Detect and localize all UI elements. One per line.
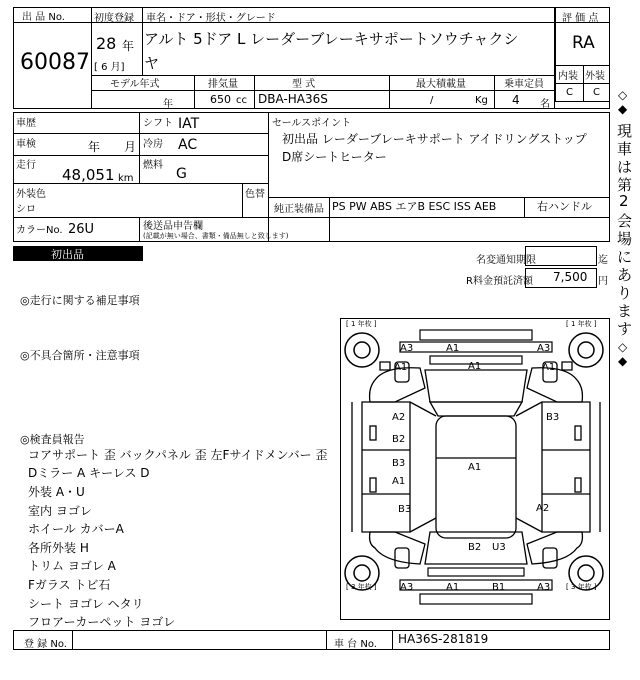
- side-banner-char: 現: [617, 122, 633, 140]
- mark-front-bumper-center: A1: [446, 343, 460, 354]
- side-banner-char: に: [617, 248, 633, 266]
- diagram-corner-label: [ 1 年枚 ]: [346, 320, 377, 328]
- tire-front-left: [345, 333, 379, 367]
- mark-rear-bumper-right: A3: [537, 582, 551, 593]
- sales-point-line2: D席シートヒーター: [282, 150, 387, 164]
- inspector-line: Fガラス トビ石: [28, 578, 111, 592]
- footer-table: [13, 630, 610, 650]
- after-delivery-note: (記載が無い場合、書類・備品無しと致します): [143, 232, 289, 240]
- inspector-line: フロアーカーペット ヨゴレ: [28, 615, 176, 629]
- sales-point-line1: 初出品 レーダーブレーキサポート アイドリングストップ: [282, 132, 587, 146]
- side-banner-char: 車: [617, 140, 633, 158]
- max-load-unit: Kg: [475, 95, 488, 106]
- driving-notes-title: ◎走行に関する補足事項: [20, 294, 140, 307]
- displacement-label: 排気量: [208, 79, 238, 90]
- inspection-year-unit: 年: [88, 140, 101, 154]
- defects-notes-title: ◎不具合箇所・注意事項: [20, 349, 140, 362]
- side-banner-char: り: [617, 284, 633, 302]
- mark-rear-bumper-left: A3: [400, 582, 414, 593]
- grade-value: RA: [572, 33, 595, 53]
- side-banner-char: は: [617, 158, 633, 176]
- recycle-fee-value: 7,500: [553, 270, 588, 284]
- mark-roof: A1: [468, 462, 482, 473]
- car-name-continued: ヤ: [144, 54, 160, 72]
- diagram-corner-label: [ 3 年枚 ]: [566, 583, 597, 591]
- mark-tailgate: B2: [468, 542, 482, 553]
- mileage-value: 48,051: [62, 166, 115, 184]
- inspector-line: シート ヨゴレ ヘタリ: [28, 597, 144, 611]
- shift-value: IAT: [178, 116, 200, 132]
- side-banner-char: 場: [617, 230, 633, 248]
- first-reg-label: 初度登録: [94, 13, 134, 24]
- mileage-unit: km: [118, 173, 134, 184]
- displacement-unit: cc: [236, 95, 247, 106]
- inspector-line: コアサポート 歪 バックパネル 歪 左Fサイドメンバー 歪: [28, 448, 328, 462]
- handle-value: 右ハンドル: [537, 200, 592, 213]
- model-code: DBA-HA36S: [258, 92, 328, 106]
- capacity-unit: 名: [540, 99, 550, 110]
- color-no-label: カラーNo.: [16, 225, 63, 236]
- name-change-label: 名変通知期限: [476, 255, 536, 266]
- displacement-value: 650: [210, 93, 231, 106]
- diagram-corner-label: [ 3 年枚 ]: [346, 583, 377, 591]
- chassis-no-value: HA36S-281819: [398, 632, 489, 646]
- model-year-unit: 年: [163, 99, 173, 110]
- max-load-separator: /: [430, 95, 434, 106]
- history-label: 車歴: [16, 118, 36, 129]
- side-banner-char: ◇: [618, 340, 628, 354]
- inspector-line: 室内 ヨゴレ: [28, 504, 92, 518]
- rear-bumper: [400, 568, 552, 604]
- car-damage-diagram: [340, 318, 610, 620]
- after-delivery-label: 後送品申告欄: [143, 221, 203, 232]
- color-change-label: 色替: [245, 189, 265, 200]
- inspector-line: 外装 A・U: [28, 485, 85, 499]
- first-reg-month: [ 6 月]: [94, 62, 125, 73]
- fuel-label: 燃料: [143, 160, 163, 171]
- color-no-value: 26U: [68, 222, 95, 237]
- mark-right-front-door: B3: [546, 412, 560, 423]
- mark-right-fender: A1: [542, 362, 556, 373]
- lot-number: 60087: [20, 50, 90, 75]
- mark-left-fender: A1: [394, 362, 408, 373]
- mark-front-bumper-left: A3: [400, 343, 414, 354]
- lot-number-label: 出 品 No.: [22, 12, 65, 23]
- mark-left-front-door: B2: [392, 434, 406, 445]
- side-banner-char: ◇: [618, 88, 628, 102]
- mileage-label: 走行: [16, 160, 36, 171]
- chassis-no-label: 車 台 No.: [334, 639, 377, 650]
- side-banner-char: ◆: [618, 354, 628, 368]
- first-reg-year: 28: [96, 34, 117, 53]
- equipment-value: PS PW ABS エアB ESC ISS AEB: [332, 200, 497, 213]
- side-banner-char: 会: [617, 212, 633, 230]
- capacity-value: 4: [512, 93, 520, 107]
- ac-value: AC: [178, 137, 198, 153]
- recycle-fee-label: R料金預託済額: [466, 276, 533, 287]
- side-banner: [614, 88, 638, 378]
- inspection-month-unit: 月: [124, 140, 137, 154]
- side-banner-char: ◆: [618, 102, 628, 116]
- registration-no-label: 登 録 No.: [24, 639, 67, 650]
- tire-front-right: [569, 333, 603, 367]
- interior-grade-label: 内装: [558, 71, 578, 82]
- mark-left-front-door: A2: [392, 412, 406, 423]
- exterior-grade: C: [593, 87, 600, 98]
- mark-hood: A1: [468, 361, 482, 372]
- exterior-grade-label: 外装: [585, 71, 605, 82]
- shift-label: シフト: [143, 118, 173, 129]
- car-name-label: 車名・ドア・形状・グレード: [146, 13, 276, 24]
- recycle-fee-unit: 円: [598, 276, 608, 287]
- color-value: シロ: [16, 204, 36, 215]
- mark-rear-bumper-center: A1: [446, 582, 460, 593]
- model-code-label: 型 式: [292, 79, 316, 90]
- side-banner-char: 2: [619, 192, 629, 210]
- equipment-label: 純正装備品: [274, 204, 324, 215]
- diagram-corner-label: [ 1 年枚 ]: [566, 320, 597, 328]
- interior-grade: C: [566, 87, 573, 98]
- side-banner-char: 第: [617, 176, 633, 194]
- grade-label: 評 価 点: [562, 13, 599, 24]
- inspector-line: Dミラー A キーレス D: [28, 466, 150, 480]
- inspector-line: トリム ヨゴレ A: [28, 559, 116, 573]
- mark-left-rear-door: B3: [392, 458, 406, 469]
- mark-right-rear-door: A2: [536, 503, 550, 514]
- ac-label: 冷房: [143, 139, 163, 150]
- model-year-label: モデル年式: [110, 79, 160, 90]
- mark-left-rear-door: A1: [392, 476, 406, 487]
- name-change-unit: 迄: [598, 255, 608, 266]
- car-name: アルト 5ドア L レーダーブレーキサポートソウチャクシ: [144, 30, 519, 48]
- inspector-line: ホイール カバーA: [28, 522, 124, 536]
- mark-rear-bumper-center: B1: [492, 582, 506, 593]
- first-reg-year-unit: 年: [122, 39, 135, 53]
- fuel-value: G: [176, 166, 187, 182]
- mark-front-bumper-right: A3: [537, 343, 551, 354]
- front-bumper: [400, 330, 552, 364]
- mark-left-quarter: B3: [398, 504, 412, 515]
- max-load-label: 最大積載量: [416, 79, 466, 90]
- inspector-report-title: ◎検査員報告: [20, 433, 85, 446]
- inspection-label: 車検: [16, 139, 36, 150]
- inspector-line: 各所外装 H: [28, 541, 89, 555]
- capacity-label: 乗車定員: [504, 79, 544, 90]
- mark-tailgate: U3: [492, 542, 506, 553]
- side-banner-char: す: [617, 320, 633, 338]
- side-banner-char: ま: [617, 302, 633, 320]
- side-banner-char: あ: [617, 266, 633, 284]
- first-listing-badge: 初出品: [13, 246, 143, 261]
- name-change-box: [525, 246, 597, 266]
- sales-point-label: セールスポイント: [272, 118, 352, 129]
- color-label: 外装色: [16, 189, 46, 200]
